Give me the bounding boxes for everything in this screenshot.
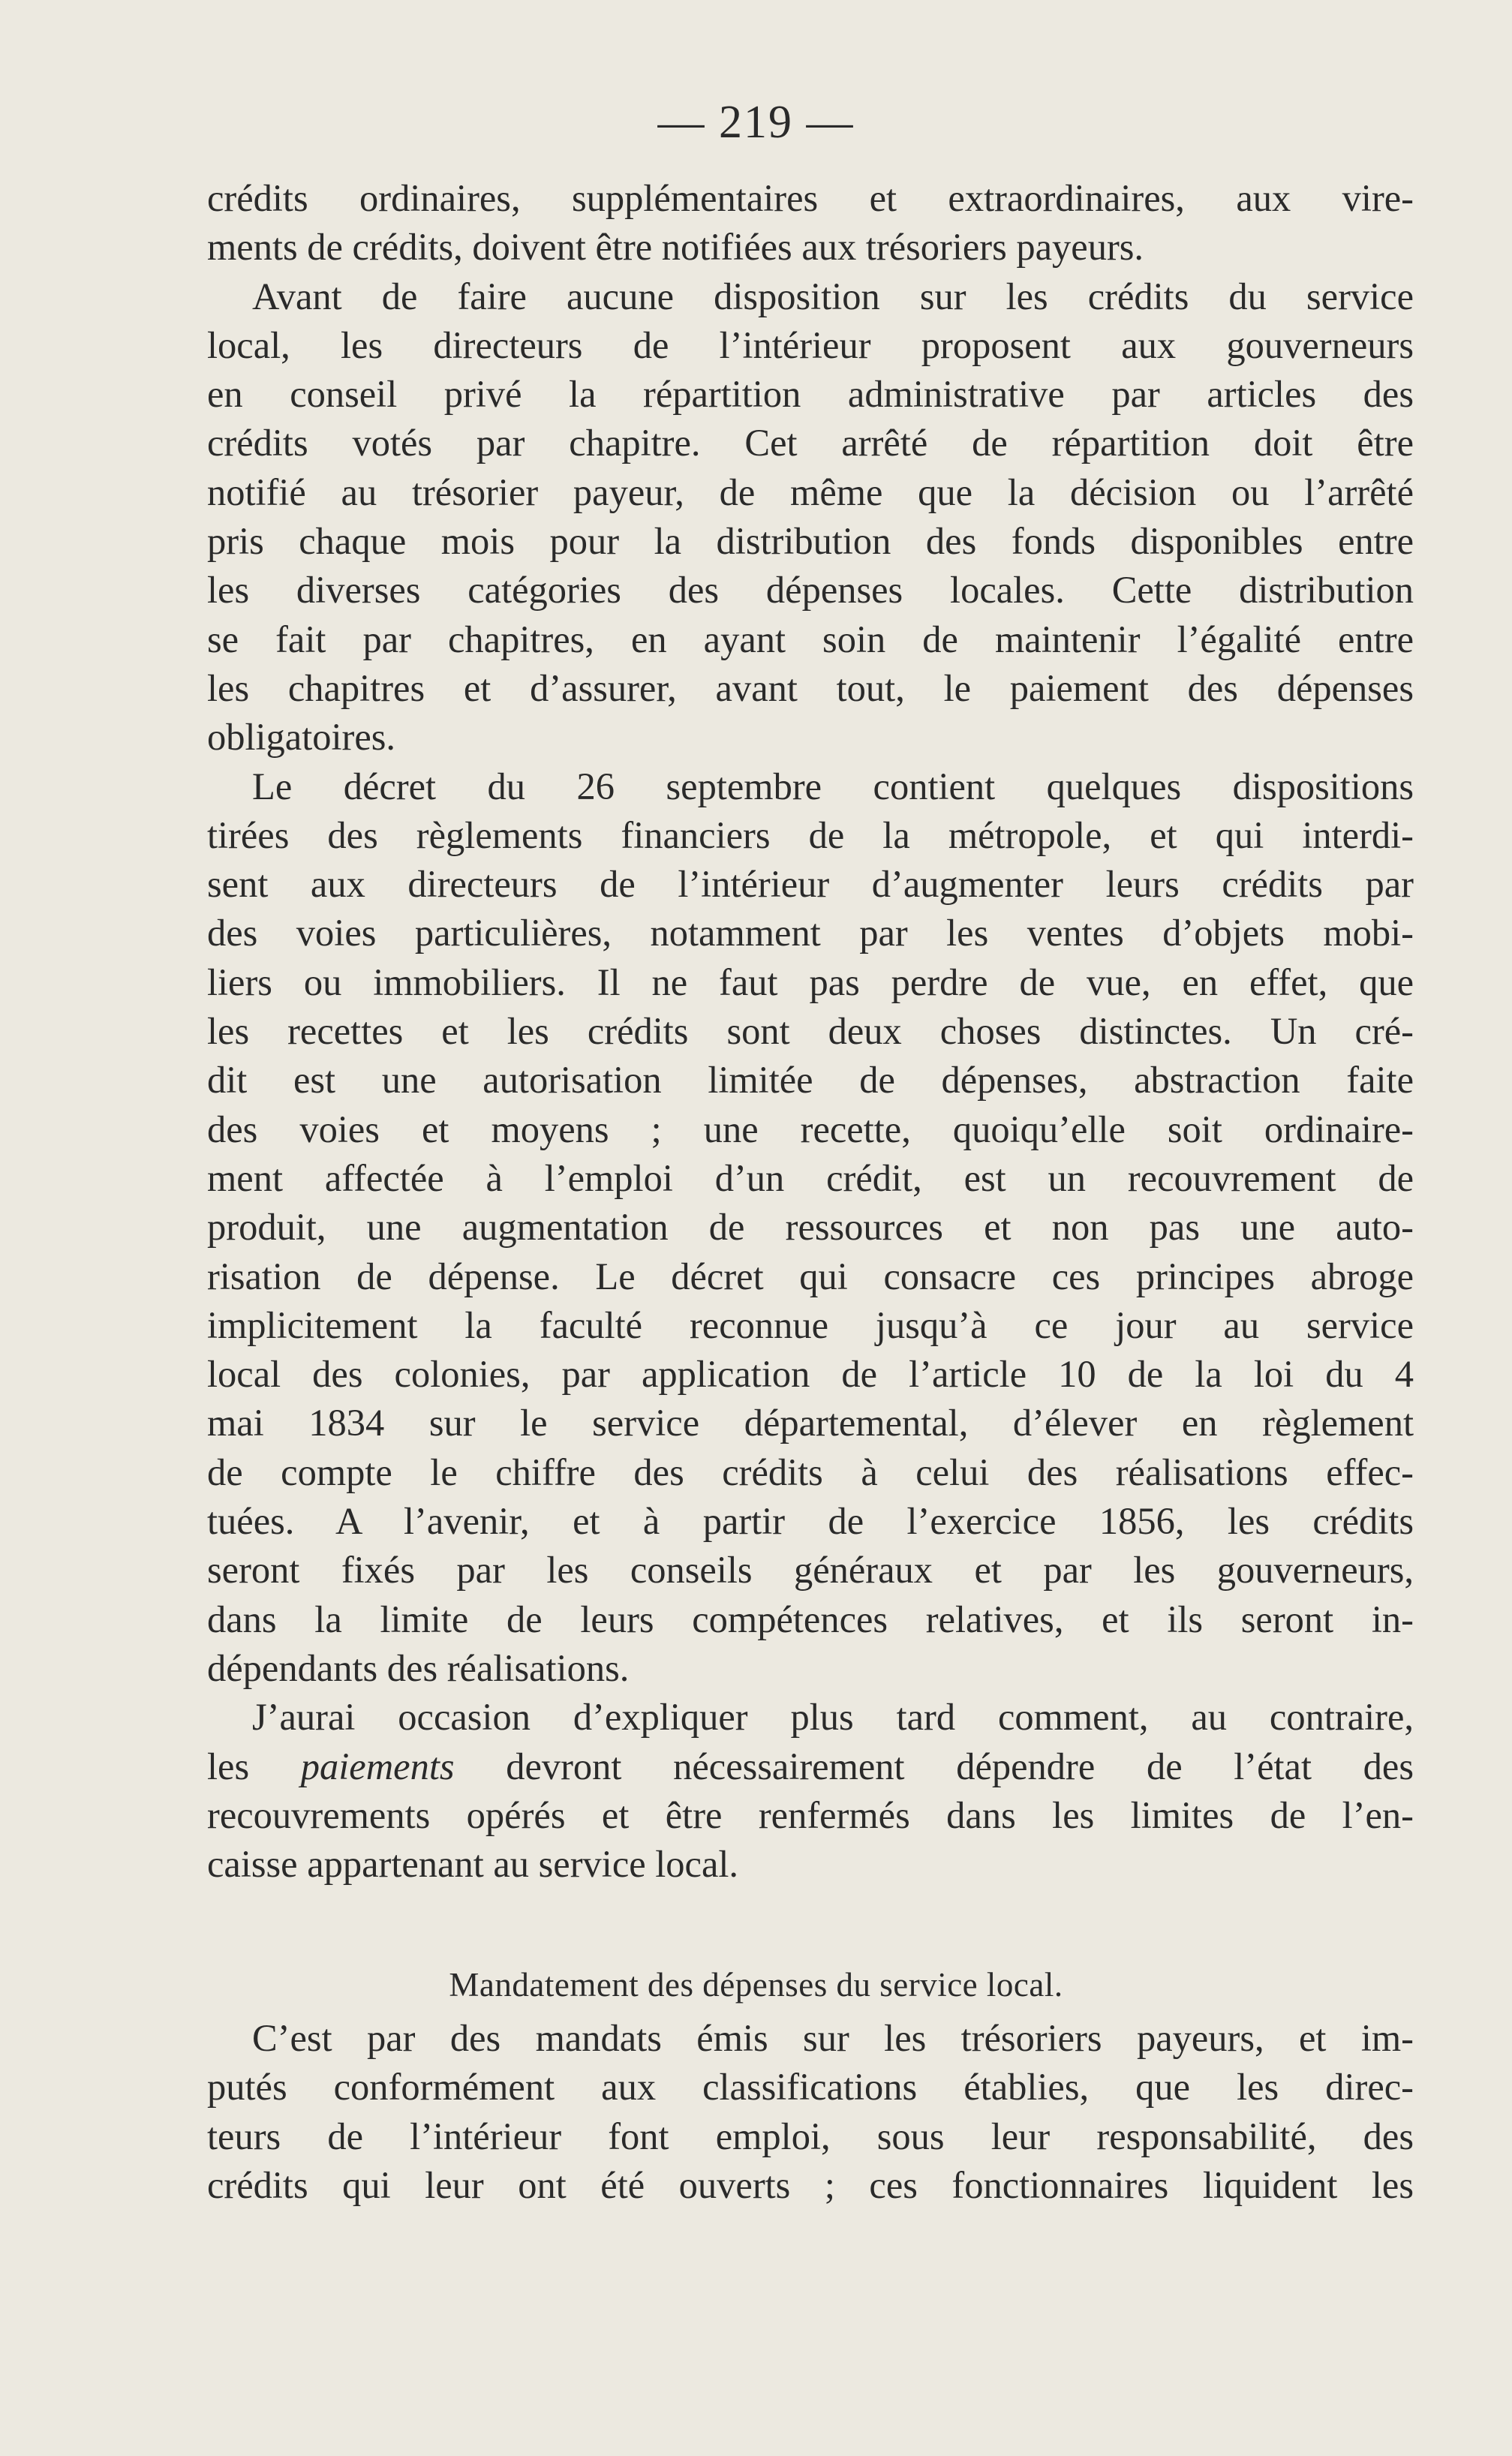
text-line: liers ou immobiliers. Il ne faut pas perdre de vue, en effet, que [207,960,1414,1003]
text-line: mai 1834 sur le service départemental, d’élever en règlement [207,1402,1414,1444]
text-line: C’est par des mandats émis sur les trésoriers payeurs, et im- [252,2017,1414,2059]
text-line: des voies particulières, notamment par les ventes d’objets mobi- [207,912,1414,954]
text-line: implicitement la faculté reconnue jusqu’à ce jour au service [207,1303,1414,1346]
text-line: les diverses catégories des dépenses locales. Cette distribution [207,569,1414,612]
text-line: notifié au trésorier payeur, de même que la décision ou l’arrêté [207,470,1414,513]
text-line: ments de crédits, doivent être notifiées aux trésoriers payeurs. [207,226,1144,269]
text-line: des voies et moyens ; une recette, quoiqu’elle soit ordinaire- [207,1108,1414,1150]
text-line: les chapitres et d’assurer, avant tout, le paiement des dépenses [207,666,1414,709]
text-line: local, les directeurs de l’intérieur proposent aux gouverneurs [207,323,1414,366]
text-line: tuées. A l’avenir, et à partir de l’exercice 1856, les crédits [207,1500,1414,1543]
text-line: en conseil privé la répartition administrative par articles des [207,373,1414,416]
text-line: seront fixés par les conseils généraux et par les gouverneurs, [207,1549,1414,1592]
text-line: putés conformément aux classifications établies, que les direc- [207,2066,1414,2109]
text-line: pris chaque mois pour la distribution des fonds disponibles entre [207,520,1414,563]
section-heading: Mandatement des dépenses du service local. [449,1966,1063,2004]
text-line: obligatoires. [207,716,396,759]
text-line: dit est une autorisation limitée de dépenses, abstraction faite [207,1059,1414,1102]
text-line: risation de dépense. Le décret qui consacre ces principes abroge [207,1255,1414,1297]
text-line: se fait par chapitres, en ayant soin de maintenir l’égalité entre [207,618,1414,660]
text-line: crédits votés par chapitre. Cet arrêté de répartition doit être [207,422,1414,464]
text-line: sent aux directeurs de l’intérieur d’augmenter leurs crédits par [207,863,1414,906]
text-line: teurs de l’intérieur font emploi, sous leur responsabilité, des [207,2115,1414,2157]
text-line: local des colonies, par application de l’article 10 de la loi du 4 [207,1353,1414,1396]
text-line: caisse appartenant au service local. [207,1843,739,1886]
text-line: dans la limite de leurs compétences relatives, et ils seront in- [207,1598,1414,1640]
text-line: produit, une augmentation de ressources et non pas une auto- [207,1206,1414,1249]
text-line [207,1742,1414,1791]
text-fragment: les [207,1745,301,1787]
text-line: dépendants des réalisations. [207,1646,630,1689]
text-fragment: devront nécessairement dépendre de l’état des [454,1745,1414,1787]
text-line: Avant de faire aucune disposition sur les crédits du service [252,275,1414,317]
page-number: — 219 — [657,97,855,148]
body-text-upper [207,174,1414,1889]
text-line: ment affectée à l’emploi d’un crédit, est un recouvrement de [207,1156,1414,1199]
text-line: crédits qui leur ont été ouverts ; ces fonctionnaires liquident les [207,2163,1414,2206]
text-line: de compte le chiffre des crédits à celui des réalisations effec- [207,1450,1414,1493]
text-line: les recettes et les crédits sont deux choses distinctes. Un cré- [207,1010,1414,1053]
text-line: J’aurai occasion d’expliquer plus tard comment, au contraire, [252,1696,1414,1739]
text-line: crédits ordinaires, supplémentaires et extraordinaires, aux vire- [207,177,1414,219]
italic-word: paiements [300,1745,455,1787]
text-line: tirées des règlements financiers de la métropole, et qui interdi- [207,813,1414,856]
text-line: recouvrements opérés et être renfermés dans les limites de l’en- [207,1793,1414,1836]
text-line: Le décret du 26 septembre contient quelques dispositions [252,765,1414,807]
body-text-lower [207,2014,1414,2210]
